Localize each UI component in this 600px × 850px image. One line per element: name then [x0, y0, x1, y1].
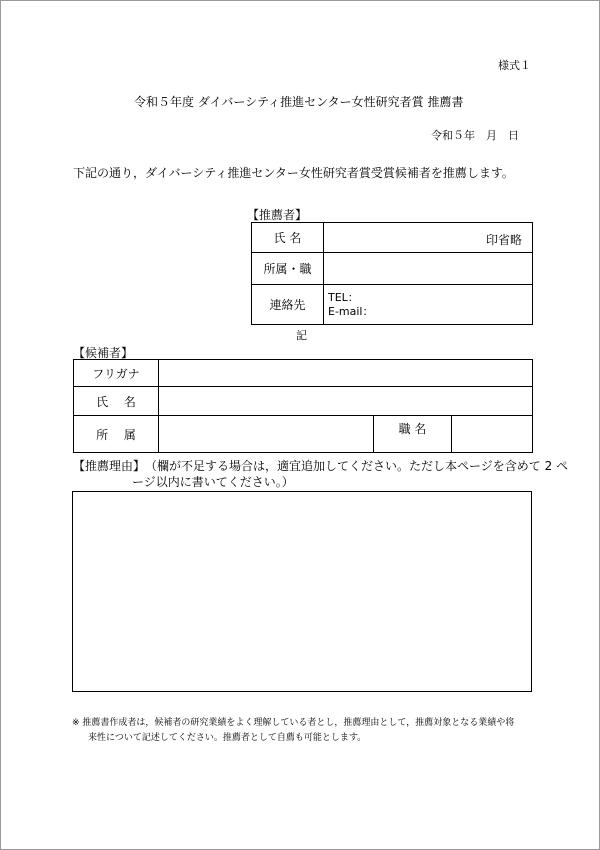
candidate-name-label: 氏 名 — [74, 387, 159, 416]
form-number: 様式１ — [498, 59, 531, 72]
candidate-affiliation-label: 所 属 — [74, 416, 159, 453]
date-line: 令和５年 月 日 — [431, 129, 519, 142]
candidate-furigana-field[interactable] — [159, 360, 533, 387]
recommender-contact-label: 連絡先 — [252, 285, 324, 325]
candidate-position-label: 職 名 — [374, 416, 452, 453]
document-title: 令和５年度 ダイバーシティ推進センター女性研究者賞 推薦書 — [134, 95, 464, 109]
footnote-line1: ※ 推薦書作成者は，候補者の研究業績をよく理解している者とし，推薦理由として，推薦対象となる業績や将 — [72, 718, 515, 728]
recommender-table — [251, 222, 533, 325]
tel-label: TEL： — [328, 290, 359, 304]
candidate-furigana-label: フリガナ — [74, 360, 159, 387]
reason-text-area[interactable] — [72, 491, 532, 692]
candidate-heading: 【候補者】 — [73, 346, 134, 360]
recommender-name-field[interactable] — [324, 223, 533, 253]
email-label: E-mail： — [328, 304, 374, 318]
seal-omitted-text: 印省略 — [485, 233, 522, 247]
recommender-heading: 【推薦者】 — [247, 208, 308, 222]
recommender-affiliation-label: 所属・職 — [252, 253, 324, 285]
candidate-table — [73, 359, 533, 453]
reason-note-line2: ージ以内に書いてください。） — [132, 475, 294, 489]
ki-mark: 記 — [296, 329, 307, 342]
reason-heading: 【推薦理由】 — [73, 459, 146, 473]
reason-note-line1: （欄が不足する場合は，適宜追加してください。ただし本ページを含めて 2 ペ — [145, 459, 569, 473]
candidate-name-field[interactable] — [159, 387, 533, 416]
intro-text: 下記の通り，ダイバーシティ推進センター女性研究者賞受賞候補者を推薦します。 — [73, 166, 514, 180]
recommender-affiliation-field[interactable] — [324, 253, 533, 285]
recommender-contact-field[interactable] — [324, 285, 533, 325]
footnote-line2: 来性について記述してください。推薦者として自薦も可能とします。 — [88, 733, 367, 743]
candidate-affiliation-field[interactable] — [159, 416, 374, 453]
recommender-name-label: 氏 名 — [252, 223, 324, 253]
candidate-position-field[interactable] — [452, 416, 533, 453]
